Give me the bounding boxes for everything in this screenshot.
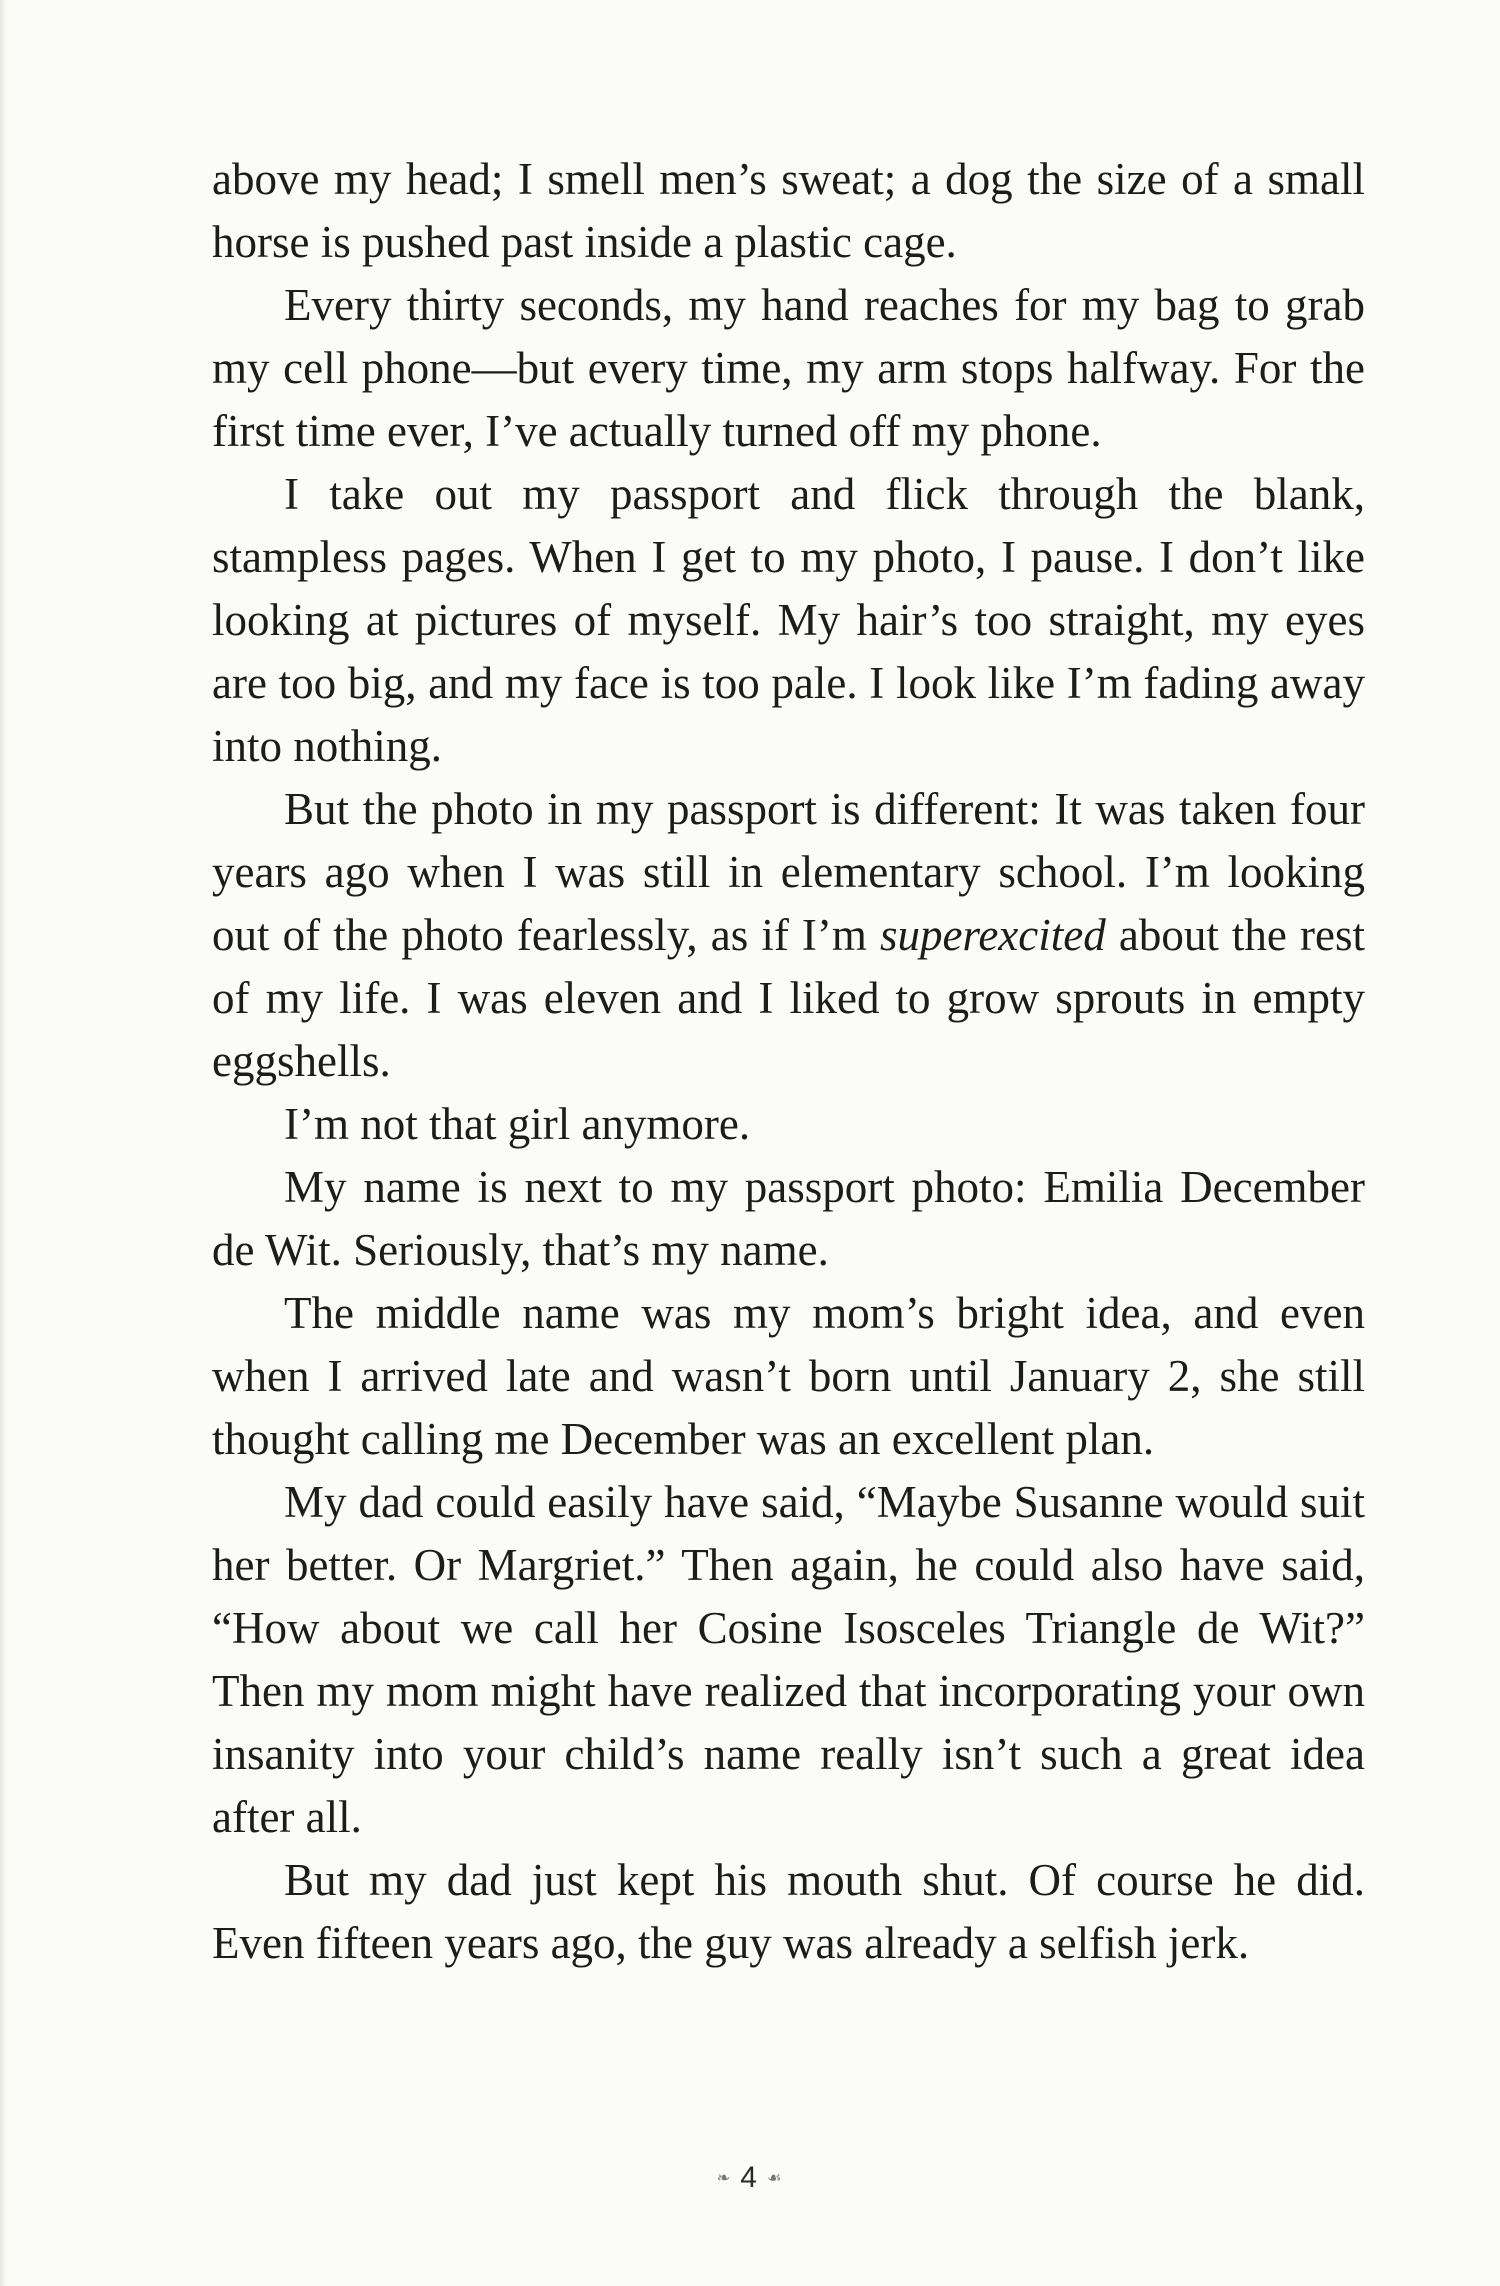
gutter-shadow [0, 0, 6, 2286]
paragraph-7: The middle name was my mom’s bright idea, and even when I arrived late and wasn’t born until January 2, she still thought calling me December was an excellent plan. [212, 1288, 1365, 1464]
paragraph-6: My name is next to my passport photo: Emilia December de Wit. Seriously, that’s my name. [212, 1162, 1365, 1275]
paragraph-3: I take out my passport and flick through the blank, stampless pages. When I get to my photo, I pause. I don’t like looking at pictures of myself. My hair’s too straight, my eyes are too big, and my face is too pale. I look like I’m fading away into nothing. [212, 469, 1365, 771]
body-text [212, 148, 1365, 1975]
paragraph-1: above my head; I smell men’s sweat; a dog the size of a small horse is pushed past inside a plastic cage. [212, 154, 1365, 267]
paragraph-5: I’m not that girl anymore. [284, 1099, 751, 1149]
folio-ornament-left-icon: ❧ [716, 2170, 733, 2188]
paragraph-4-after: about the rest of my life. I was eleven and I liked to grow sprouts in empty eggshells. [212, 910, 1365, 1086]
paragraph-4-before: But the photo in my passport is different: It was taken four years ago when I was still in elementary school. I’m looking out of the photo fearlessly, as if I’m [212, 784, 1365, 960]
folio-ornament-right-icon: ☙ [766, 2170, 784, 2188]
page-folio [0, 2160, 1500, 2195]
paragraph-9: But my dad just kept his mouth shut. Of course he did. Even fifteen years ago, the guy was already a selfish jerk. [212, 1855, 1365, 1968]
paragraph-4 [212, 778, 1365, 1093]
paragraph-2: Every thirty seconds, my hand reaches for my bag to grab my cell phone—but every time, my arm stops halfway. For the first time ever, I’ve actually turned off my phone. [212, 280, 1365, 456]
page-number: 4 [740, 2161, 759, 2195]
paragraph-8: My dad could easily have said, “Maybe Susanne would suit her better. Or Margriet.” Then again, he could also have said, “How about we call her Cosine Isosceles Triangle de Wit?” Then my mom might have realized that incorporating your own insanity into your child’s name really isn’t such a great idea after all. [212, 1477, 1365, 1842]
emphasis-superexcited: superexcited [880, 910, 1106, 960]
